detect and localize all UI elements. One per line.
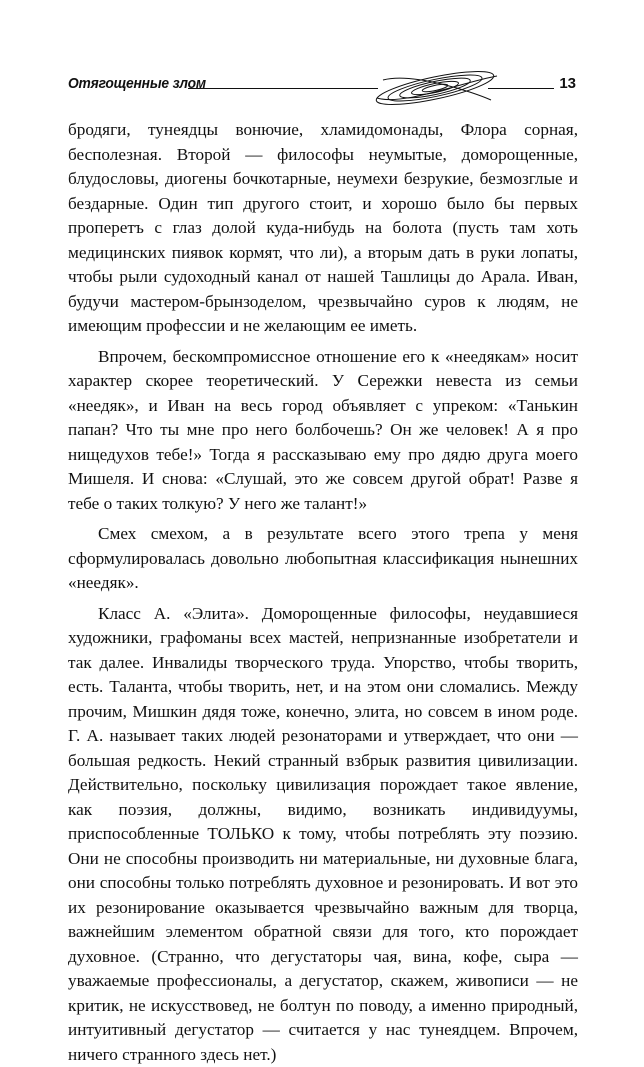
- swirl-galaxy-ornament-icon: [363, 68, 508, 108]
- paragraph: Впрочем, бескомпромиссное отношение его к «неедякам» носит характер скорее теоретический. У Сережки невеста из семьи «неедяк», и Иван на весь город объявляет с упреком: «Танькин папан? Что ты мне про него болбочешь? Он же человек! А я про нищедухов тебе!» Тогда я рассказываю ему про дядю друга моего Мишеля. И снова: «Слушай, это же совсем другой обрат! Разве я тебе о таких толкую? У него же талант!»: [68, 345, 578, 517]
- header-rule-right: [488, 88, 554, 89]
- body-text: [68, 118, 578, 1067]
- page-number: 13: [559, 75, 576, 92]
- running-header: [68, 68, 576, 108]
- running-title: Отягощенные злом: [68, 75, 206, 92]
- paragraph: Класс А. «Элита». Доморощенные философы, неудавшиеся художники, графоманы всех мастей, непризнанные изобретатели и так далее. Инвалиды творческого труда. Упорство, чтобы творить, есть. Таланта, чтобы творить, нет, и на этом они сломались. Между прочим, Мишкин дядя тоже, конечно, элита, но совсем в ином роде. Г. А. называет таких людей резонаторами и утверждает, что они — большая редкость. Некий странный взбрык развития цивилизации. Действительно, поскольку цивилизация порождает такое явление, как поэзия, должны, видимо, возникать индивидуумы, приспособленные ТОЛЬКО к тому, чтобы потреблять эту поэзию. Они не способны производить ни материальные, ни духовные блага, они способны только потреблять духовное и резонировать. И вот это их резонирование оказывается чрезвычайно важным для творца, важнейшим элементом обратной связи для того, кто порождает духовное. (Странно, что дегустаторы чая, вина, кофе, сыра — уважаемые профессионалы, а дегустатор, скажем, живописи — не критик, не искусствовед, не болтун по поводу, а именно природный, интуитивный дегустатор — считается у нас тунеядцем. Впрочем, ничего странного здесь нет.): [68, 602, 578, 1067]
- header-rule-left: [188, 88, 378, 89]
- paragraph: бродяги, тунеядцы вонючие, хламидомонады, Флора сорная, бесполезная. Второй — философы неумытые, доморощенные, блудословы, диогены бочкотарные, неумехи безрукие, безмозглые и бездарные. Один тип другого стоит, и хорошо было бы первых проперетъ с глаз долой куда-нибудь на болота (пусть там хоть медицинских пиявок кормят, что ли), а вторым дать в руки лопаты, чтобы рыли судоходный канал от нашей Ташлицы до Арала. Иван, будучи мастером-брынзоделом, чрезвычайно суров к людям, не имеющим профессии и не желающим ее иметь.: [68, 118, 578, 339]
- paragraph: Смех смехом, а в результате всего этого трепа у меня сформулировалась довольно любопытная классификация нынешних «неедяк».: [68, 522, 578, 596]
